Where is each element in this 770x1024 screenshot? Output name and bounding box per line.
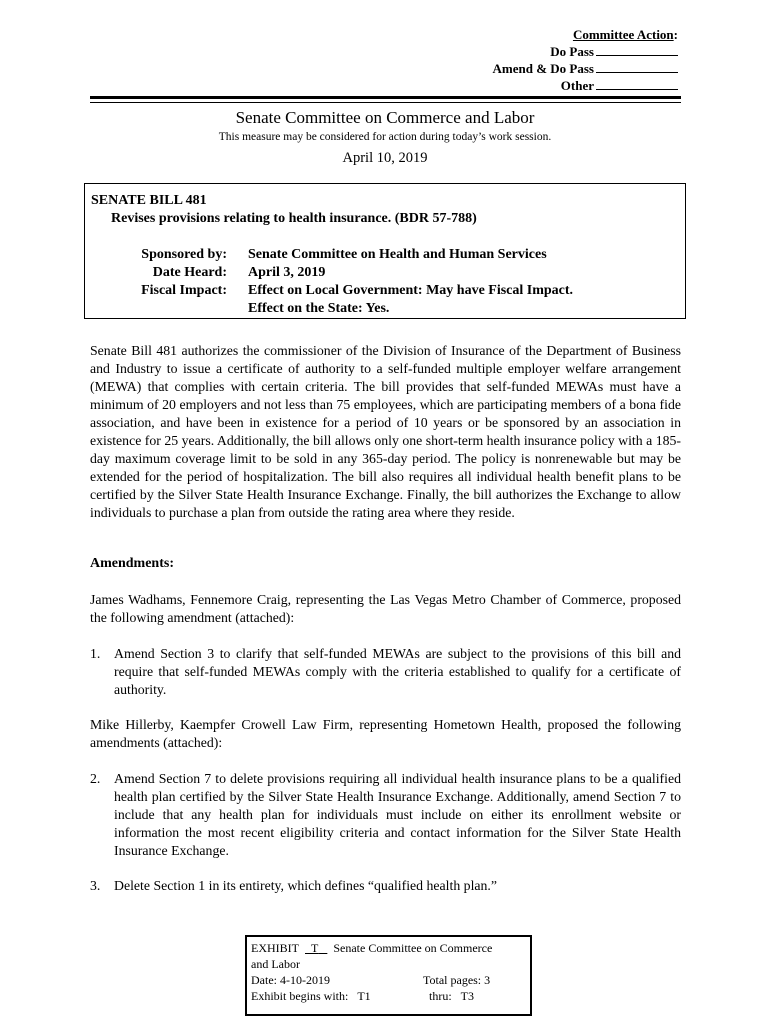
amend-do-pass-blank — [596, 61, 678, 73]
exhibit-row-1: EXHIBIT T Senate Committee on Commerce — [251, 941, 493, 955]
other-line: Other — [493, 77, 678, 94]
exhibit-row-4: Exhibit begins with: T1 thru: T3 — [251, 989, 475, 1003]
list-item — [90, 770, 681, 860]
header-rule-thick — [90, 96, 681, 99]
sponsored-value: Senate Committee on Health and Human Services — [248, 247, 547, 262]
bill-summary: Senate Bill 481 authorizes the commissioner of the Division of Insurance of the Department of Business and Industry to issue a certificate of authority to a self-funded multiple employer welfare arrangement (MEWA) that complies with certain criteria. The bill provides that self-funded MEWAs must have a minimum of 20 employers and not less than 75 employees, which are participating members of a bona fide association, and have been in existence for a period of 10 years or be sponsored by an association in existence for 25 years. Additionally, the bill allows only one short-term health insurance policy with a 185-day maximum coverage limit to be sold in any 365-day period. The policy is nonrenewable but may be extended for the period of hospitalization. The bill also requires all individual health benefit plans to be certified by the Silver State Health Insurance Exchange. Finally, the bill authorizes the Exchange to allow individuals to purchase a plan from outside the rating area where they reside. — [90, 343, 681, 520]
fiscal-impact-label: Fiscal Impact: — [141, 283, 227, 298]
hearing-date: April 10, 2019 — [342, 150, 428, 166]
list-number: 3. — [90, 878, 101, 893]
amend-do-pass-line: Amend & Do Pass — [493, 60, 678, 77]
date-heard-label: Date Heard: — [152, 265, 227, 280]
amendment-intro-wadhams: James Wadhams, Fennemore Craig, representing the Las Vegas Metro Chamber of Commerce, proposed the following amendment (attached): — [90, 592, 681, 625]
sponsored-label: Sponsored by: — [141, 247, 227, 262]
committee-action-block — [493, 26, 678, 94]
committee-title: Senate Committee on Commerce and Labor — [235, 108, 535, 127]
bill-description: Revises provisions relating to health insurance. (BDR 57-788) — [111, 211, 477, 226]
date-heard-value: April 3, 2019 — [248, 265, 326, 280]
list-item-text: Amend Section 3 to clarify that self-funded MEWAs are subject to the provisions of this bill and require that self-funded MEWAs comply with the criteria established to qualify for a certificate of authority. — [114, 646, 681, 697]
list-item — [90, 877, 681, 895]
list-item-text: Delete Section 1 in its entirety, which defines “qualified health plan.” — [114, 878, 497, 893]
list-number: 2. — [90, 771, 101, 786]
list-number: 1. — [90, 646, 101, 661]
amendments-heading: Amendments: — [90, 556, 174, 571]
header-rule-thin — [90, 102, 681, 103]
list-item-text: Amend Section 7 to delete provisions requiring all individual health insurance plans to be a qualified health plan certified by the Silver State Health Insurance Exchange. Additionally, amend Section 7 to include that any health plan for individuals must include on either its enrollment website or information the most recent eligibility criteria and contact information for the Silver State Health Insurance Exchange. — [114, 771, 681, 858]
other-blank — [596, 78, 678, 90]
exhibit-stamp — [245, 935, 532, 1016]
fiscal-impact-local: Effect on Local Government: May have Fiscal Impact. — [248, 283, 574, 298]
bill-number: SENATE BILL 481 — [91, 193, 207, 208]
do-pass-blank — [596, 44, 678, 56]
bill-info-box — [84, 183, 686, 319]
list-item — [90, 645, 681, 699]
committee-action-title: Committee Action: — [572, 27, 678, 42]
exhibit-letter: T — [311, 941, 319, 955]
do-pass-line: Do Pass — [493, 43, 678, 60]
exhibit-row-3: Date: 4-10-2019 Total pages: 3 — [251, 973, 491, 987]
work-session-note: This measure may be considered for action during today’s work session. — [218, 131, 552, 143]
exhibit-row-2: and Labor — [251, 957, 300, 971]
fiscal-impact-state: Effect on the State: Yes. — [248, 301, 390, 316]
amendment-intro-hillerby: Mike Hillerby, Kaempfer Crowell Law Firm, representing Hometown Health, proposed the following amendments (attached): — [90, 717, 681, 750]
